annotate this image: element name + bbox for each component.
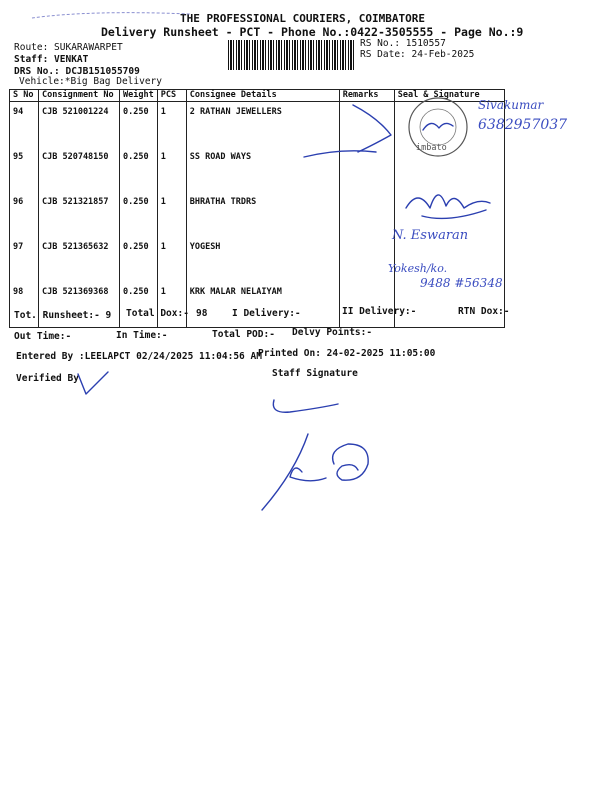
staff: Staff: VENKAT	[14, 54, 89, 65]
col-remarks: Remarks	[339, 90, 394, 102]
cell-sno: 94	[10, 102, 39, 148]
verified-by: Verified By	[16, 373, 79, 384]
cell-remarks	[339, 282, 394, 328]
cell-sno: 95	[10, 147, 39, 192]
total-pod: Total POD:-	[212, 329, 275, 340]
cell-consignment: CJB 521001224	[39, 102, 120, 148]
signature-text-98b: 9488 #56348	[420, 276, 503, 290]
printed-on: Printed On: 24-02-2025 11:05:00	[258, 348, 436, 359]
ii-delivery: II Delivery:-	[342, 306, 417, 317]
cell-weight: 0.250	[120, 192, 158, 237]
barcode	[228, 40, 354, 70]
i-delivery: I Delivery:-	[232, 308, 301, 319]
runsheet-title: Delivery Runsheet - PCT - Phone No.:0422-3505555 - Page No.:9	[101, 25, 524, 39]
signature-name-94: Sivakumar	[478, 98, 544, 112]
rs-number: RS No.: 1510557	[360, 38, 446, 49]
staff-signature-label: Staff Signature	[272, 368, 358, 379]
total-dox-label: Total Dox:-	[126, 308, 189, 319]
stamp-text: imbato	[416, 143, 447, 153]
col-sno: S No	[10, 90, 39, 102]
out-time: Out Time:-	[14, 331, 72, 342]
cell-consignee: BHRATHA TRDRS	[186, 192, 339, 237]
cell-consignee: 2 RATHAN JEWELLERS	[186, 102, 339, 148]
verified-tick	[74, 368, 114, 398]
company-title: THE PROFESSIONAL COURIERS, COIMBATORE	[180, 12, 426, 25]
drs-number: DRS No.: DCJB151055709	[14, 66, 140, 77]
cell-pcs: 1	[157, 147, 186, 192]
cell-weight: 0.250	[120, 282, 158, 328]
cell-pcs: 1	[157, 237, 186, 282]
vehicle: Vehicle:*Big Bag Delivery	[19, 76, 162, 87]
scribble-top	[30, 8, 210, 28]
cell-sno: 97	[10, 237, 39, 282]
col-consignee: Consignee Details	[186, 90, 339, 102]
cell-weight: 0.250	[120, 102, 158, 148]
col-consignment: Consignment No	[39, 90, 120, 102]
signature-name-97: N. Eswaran	[392, 228, 469, 243]
rtn-dox: RTN Dox:-	[458, 306, 510, 317]
col-weight: Weight	[120, 90, 158, 102]
cell-pcs: 1	[157, 192, 186, 237]
in-time: In Time:-	[116, 330, 168, 341]
cell-pcs: 1	[157, 282, 186, 328]
cell-weight: 0.250	[120, 237, 158, 282]
delvy-points: Delvy Points:-	[292, 327, 373, 338]
cell-consignee: KRK MALAR NELAIYAM	[186, 282, 339, 328]
cell-sno: 96	[10, 192, 39, 237]
cell-remarks	[339, 237, 394, 282]
signature-phone-94: 6382957037	[478, 117, 568, 133]
cell-consignee: SS ROAD WAYS	[186, 147, 339, 192]
staff-signature-scrawl	[250, 392, 400, 522]
entered-by: Entered By :LEELAPCT 02/24/2025 11:04:56 AM	[16, 351, 262, 362]
tot-runsheet: Tot. Runsheet:- 9	[14, 310, 112, 321]
cell-consignee: YOGESH	[186, 237, 339, 282]
route: Route: SUKARAWARPET	[14, 42, 123, 53]
cell-sno: 98	[10, 282, 39, 328]
total-dox-value: 98	[196, 308, 208, 319]
cell-consignment: CJB 520748150	[39, 147, 120, 192]
cell-pcs: 1	[157, 102, 186, 148]
col-pcs: PCS	[157, 90, 186, 102]
col-seal-signature: Seal & Signature	[394, 90, 504, 102]
signature-96	[398, 178, 498, 228]
cell-weight: 0.250	[120, 147, 158, 192]
cell-consignment: CJB 521365632	[39, 237, 120, 282]
rs-date: RS Date: 24-Feb-2025	[360, 49, 475, 60]
cell-consignment: CJB 521369368	[39, 282, 120, 328]
cell-remarks	[339, 192, 394, 237]
signature-text-98a: Yokesh/ko.	[388, 262, 448, 275]
remark-mark-95	[300, 142, 380, 172]
cell-consignment: CJB 521321857	[39, 192, 120, 237]
